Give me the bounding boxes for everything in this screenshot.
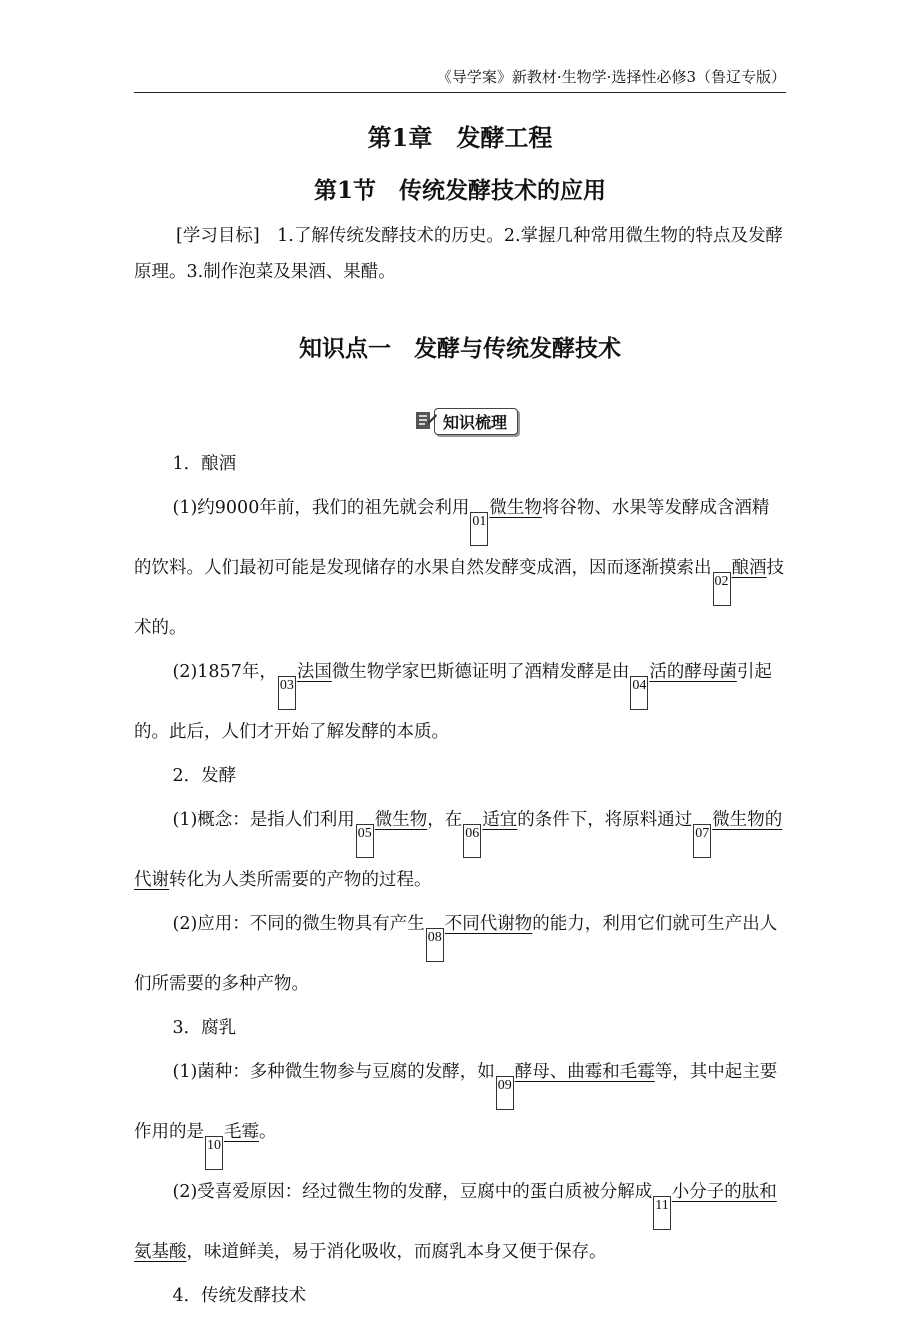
badge-label: 知识梳理	[434, 408, 518, 435]
chapter-title: 第1章 发酵工程	[367, 123, 553, 152]
blank-number: 06	[463, 824, 481, 858]
knowledge-point-title: 知识点一 发酵与传统发酵技术	[299, 335, 621, 362]
answer-text: 酿酒	[731, 558, 767, 578]
paragraph-3-1: (1)菌种：多种微生物参与豆腐的发酵，如09酵母、曲霉和毛霉等，其中起主要作用的是10毛霉。	[134, 1050, 786, 1170]
answer-text: 小分子的肽和氨基酸	[134, 1182, 777, 1262]
item-title-4: 4．传统发酵技术	[172, 1286, 307, 1306]
paragraph-2-1: (1)概念：是指人们利用05微生物，在06适宜的条件下，将原料通过07微生物的代谢转化为人类所需要的产物的过程。	[134, 810, 783, 890]
paragraph-3-2: (2)受喜爱原因：经过微生物的发酵，豆腐中的蛋白质被分解成11小分子的肽和氨基酸，味道鲜美，易于消化吸收，而腐乳本身又便于保存。	[134, 1182, 777, 1262]
answer-text: 适宜	[482, 810, 518, 830]
section-title: 第1节 传统发酵技术的应用	[313, 177, 606, 204]
answer-text: 毛霉	[224, 1122, 259, 1142]
blank-number: 09	[496, 1076, 514, 1110]
answer-text: 微生物	[374, 810, 428, 830]
item-title-2: 2．发酵	[172, 766, 237, 786]
answer-text: 微生物的代谢	[134, 810, 783, 890]
main-content	[134, 442, 786, 1318]
blank-number: 05	[356, 824, 374, 858]
blank-number: 03	[278, 676, 296, 710]
learning-goals: [学习目标] 1.了解传统发酵技术的历史。2.掌握几种常用微生物的特点及发酵原理。3.制作泡菜及果酒、果醋。	[134, 226, 784, 282]
blank-number: 04	[630, 676, 648, 710]
answer-text: 不同代谢物	[444, 914, 533, 934]
answer-text: 酵母、曲霉和毛霉	[514, 1062, 655, 1082]
blank-number: 10	[205, 1136, 223, 1170]
blank-number: 11	[653, 1196, 670, 1230]
notebook-icon	[414, 410, 438, 432]
running-header: 《导学案》新教材·生物学·选择性必修3（鲁辽专版）	[134, 66, 786, 93]
answer-text: 微生物	[489, 498, 542, 518]
answer-text: 法国	[296, 662, 332, 682]
paragraph-1-1: (1)约9000年前，我们的祖先就会利用01微生物将谷物、水果等发酵成含酒精的饮料。人们最初可能是发现储存的水果自然发酵变成酒，因而逐渐摸索出02酿酒技术的。	[134, 498, 784, 638]
item-title-1: 1．酿酒	[172, 454, 237, 474]
answer-text: 活的酵母菌	[649, 662, 737, 682]
blank-number: 07	[693, 824, 711, 858]
paragraph-2-2: (2)应用：不同的微生物具有产生08不同代谢物的能力，利用它们就可生产出人们所需要的多种产物。	[134, 914, 778, 994]
blank-number: 01	[470, 512, 488, 546]
item-title-3: 3．腐乳	[172, 1018, 237, 1038]
blank-number: 08	[426, 928, 444, 962]
blank-number: 02	[713, 572, 731, 606]
knowledge-summary-badge	[414, 408, 518, 434]
paragraph-1-2: (2)1857年，03法国微生物学家巴斯德证明了酒精发酵是由04活的酵母菌引起的。此后，人们才开始了解发酵的本质。	[134, 662, 772, 742]
